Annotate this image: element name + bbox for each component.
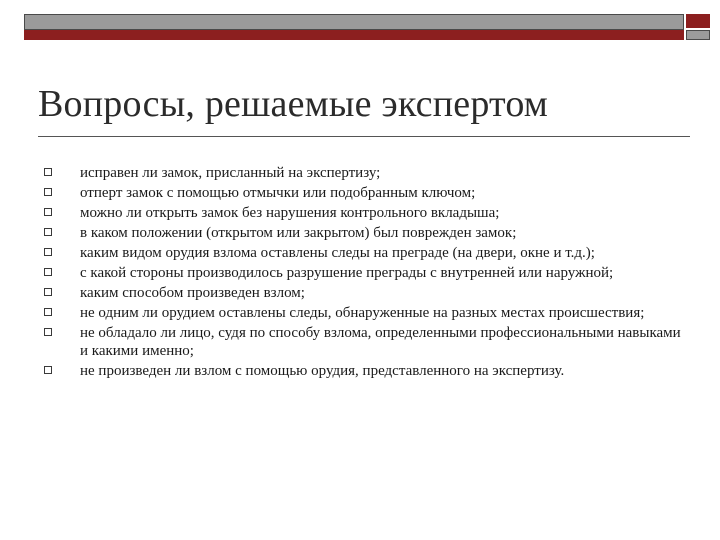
slide-title: Вопросы, решаемые экспертом	[38, 83, 549, 125]
question-list	[42, 164, 682, 382]
list-item-text: отперт замок с помощью отмычки или подобранным ключом;	[80, 185, 476, 201]
list-item-text: можно ли открыть замок без нарушения контрольного вкладыша;	[80, 205, 500, 221]
list-item	[42, 324, 682, 360]
list-item	[42, 304, 682, 322]
square-bullet-icon	[44, 328, 52, 336]
square-bullet-icon	[44, 268, 52, 276]
corner-decoration-grey	[686, 30, 710, 40]
square-bullet-icon	[44, 288, 52, 296]
list-item	[42, 244, 682, 262]
list-item-text: не одним ли орудием оставлены следы, обнаруженные на разных местах происшествия;	[80, 305, 645, 321]
header-bar-red	[24, 30, 684, 40]
square-bullet-icon	[44, 248, 52, 256]
list-item-text: исправен ли замок, присланный на экспертизу;	[80, 165, 381, 181]
list-item	[42, 184, 682, 202]
list-item-text: не обладало ли лицо, судя по способу взлома, определенными профессиональными навыками и какими именно;	[80, 325, 681, 359]
square-bullet-icon	[44, 228, 52, 236]
list-item	[42, 362, 682, 380]
square-bullet-icon	[44, 168, 52, 176]
list-item	[42, 264, 682, 282]
list-item	[42, 224, 682, 242]
square-bullet-icon	[44, 208, 52, 216]
square-bullet-icon	[44, 308, 52, 316]
header-bar-grey	[24, 14, 684, 30]
square-bullet-icon	[44, 366, 52, 374]
title-divider	[38, 136, 690, 137]
list-item	[42, 204, 682, 222]
list-item-text: в каком положении (открытом или закрытом) был поврежден замок;	[80, 225, 517, 241]
list-item	[42, 284, 682, 302]
square-bullet-icon	[44, 188, 52, 196]
corner-decoration-red	[686, 14, 710, 28]
list-item-text: каким видом орудия взлома оставлены следы на преграде (на двери, окне и т.д.);	[80, 245, 595, 261]
list-item-text: не произведен ли взлом с помощью орудия, представленного на экспертизу.	[80, 363, 565, 379]
list-item-text: каким способом произведен взлом;	[80, 285, 305, 301]
list-item-text: с какой стороны производилось разрушение преграды с внутренней или наружной;	[80, 265, 614, 281]
list-item	[42, 164, 682, 182]
